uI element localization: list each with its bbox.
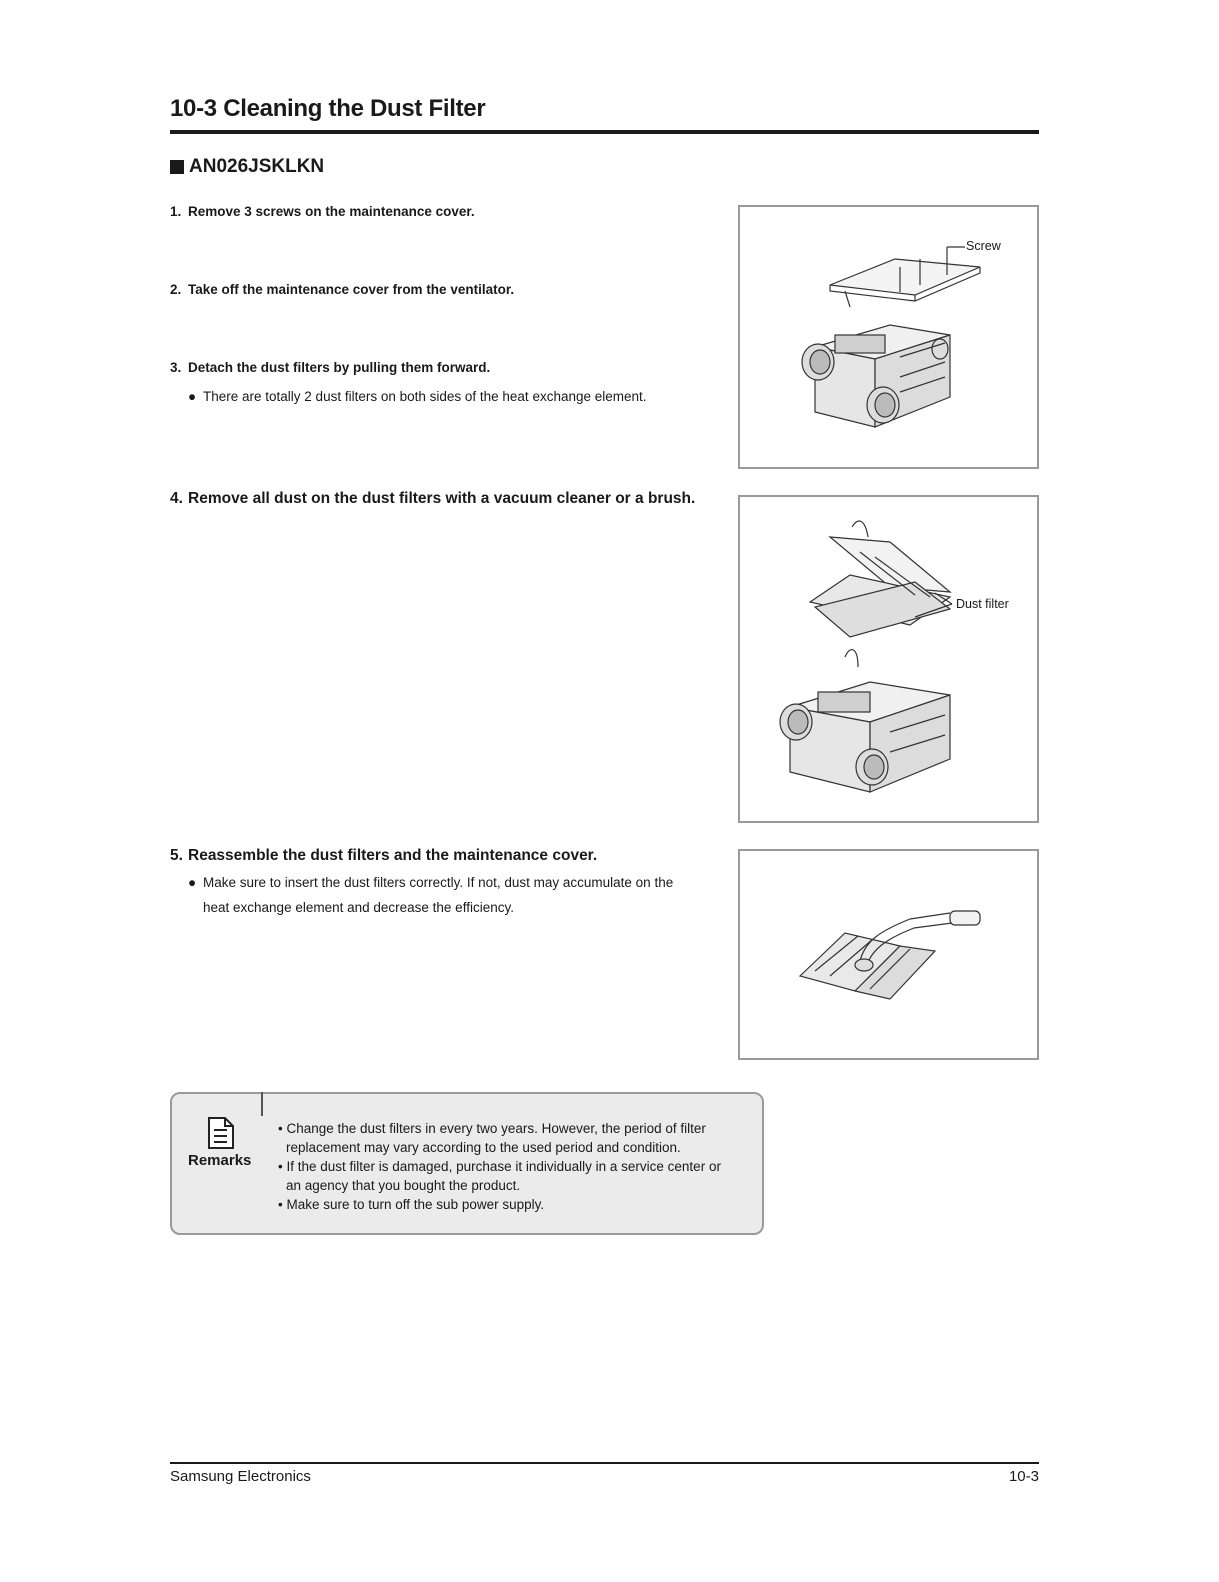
remarks-item: • Change the dust filters in every two years. However, the period of filter replacement may vary according to the used period and condition. [278,1121,706,1155]
step-4 [170,490,695,508]
remarks-list [278,1119,738,1214]
step-3 [170,360,490,375]
step-number: 2. [170,282,182,297]
step-number: 1. [170,204,182,219]
title-rule [170,130,1039,134]
remarks-box [170,1092,764,1235]
step-number: 4. [170,490,183,507]
remarks-label: Remarks [188,1152,252,1169]
dust-filter-removal-illustration [740,497,1037,821]
figure-cover-removal [738,205,1039,469]
remarks-divider-tick [261,1092,263,1116]
remarks-item: • Make sure to turn off the sub power supply. [278,1197,545,1212]
step-number: 3. [170,360,182,375]
figure-vacuum-cleaning [738,849,1039,1060]
figure-detach-filters [738,495,1039,823]
note-text-line1: Make sure to insert the dust filters correctly. If not, dust may accumulate on the [203,875,674,890]
note-document-icon [206,1116,236,1150]
bullet-icon: ● [188,875,197,890]
note-text-line2: heat exchange element and decrease the efficiency. [203,900,514,915]
step-text: Detach the dust filters by pulling them forward. [188,360,491,375]
step-5-note [188,870,698,920]
model-number: AN026JSKLKN [189,156,325,177]
screw-label: Screw [966,239,1001,253]
step-2 [170,282,514,297]
bullet-icon: ● [188,389,197,404]
page-title: 10-3 Cleaning the Dust Filter [170,95,486,122]
step-3-note [188,384,698,409]
step-text: Remove 3 screws on the maintenance cover. [188,204,475,219]
remarks-item: • If the dust filter is damaged, purchase it individually in a service center or an agency that you bought the product. [278,1159,721,1193]
model-heading [170,156,324,178]
step-text: Remove all dust on the dust filters with a vacuum cleaner or a brush. [188,490,696,507]
footer-company: Samsung Electronics [170,1468,311,1485]
step-text: Reassemble the dust filters and the maintenance cover. [188,847,598,864]
step-number: 5. [170,847,183,864]
step-1 [170,204,475,219]
dust-filter-label: Dust filter [956,597,1009,611]
square-bullet-icon [170,160,184,174]
step-5 [170,847,597,865]
footer-rule [170,1462,1039,1464]
note-text: There are totally 2 dust filters on both sides of the heat exchange element. [203,389,647,404]
vacuum-cleaner-illustration [740,851,1037,1058]
footer-page-number: 10-3 [1008,1468,1039,1485]
step-text: Take off the maintenance cover from the ventilator. [188,282,515,297]
